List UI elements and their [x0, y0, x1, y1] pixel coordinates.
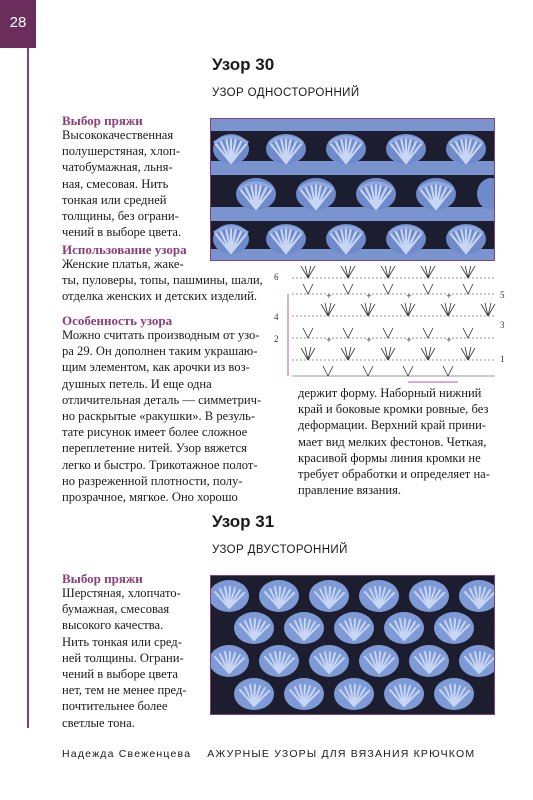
- crochet-swatch-image: [211, 576, 494, 714]
- text-line: Женские платья, жаке-: [62, 257, 184, 271]
- text-line: ней толщины. Ограни-: [62, 650, 184, 665]
- text-line: чатобумажная, льня-: [62, 160, 173, 175]
- row-number-5: 5: [500, 290, 505, 300]
- svg-text:+: +: [326, 336, 332, 344]
- row-number-1: 1: [500, 354, 505, 364]
- text-line: но разреженной плотности, полу-: [62, 473, 243, 488]
- p30-yarn-text: [62, 127, 181, 240]
- pattern-30-title: Узор 30: [212, 55, 275, 74]
- p30-feature-text: [62, 327, 261, 505]
- pattern-30-subtitle: УЗОР ОДНОСТОРОННИЙ: [212, 87, 360, 99]
- row-number-4: 4: [274, 312, 279, 322]
- text-line: высокого качества.: [62, 618, 164, 633]
- crochet-swatch-image: [211, 119, 494, 260]
- text-line: прозрачное, мягкое. Оно хорошо: [62, 490, 238, 505]
- p30-feature-heading: Особенность узора: [62, 313, 173, 328]
- row-number-3: 3: [500, 320, 505, 330]
- text-line: ная, смесовая. Нить: [62, 176, 169, 191]
- footer-author: Надежда Свеженцева: [62, 748, 192, 760]
- page-footer: [62, 748, 475, 760]
- text-line: тате рисунок имеет более сложное: [62, 425, 248, 440]
- text-line: переплетение нитей. Узор вяжется: [62, 441, 247, 456]
- crochet-chart-svg: [270, 266, 510, 386]
- text-line: душных петель. И еще одна: [62, 376, 212, 391]
- text-line: край и боковые кромки ровные, без: [298, 402, 489, 417]
- row-number-2: 2: [274, 334, 279, 344]
- p30-right-text: [298, 385, 490, 498]
- svg-text:+: +: [406, 336, 412, 344]
- text-line: полушерстяная, хлоп-: [62, 144, 180, 159]
- row-number-6: 6: [274, 272, 279, 282]
- text-line: Нить тонкая или сред-: [62, 634, 182, 649]
- pattern-31-title: Узор 31: [212, 512, 275, 531]
- text-line: светлые тона.: [62, 715, 135, 730]
- text-line: требует обработки и определяет на-: [298, 467, 490, 482]
- text-line: бумажная, смесовая: [62, 602, 170, 617]
- svg-text:+: +: [366, 292, 372, 300]
- p30-usage-heading: Использование узора: [62, 242, 187, 257]
- page-number: 28: [9, 14, 27, 31]
- text-line: но раскрытые «ракушки». В резуль-: [62, 409, 256, 424]
- text-line: легко и быстро. Трикотажное полот-: [62, 457, 258, 472]
- footer-book-title: АЖУРНЫЕ УЗОРЫ ДЛЯ ВЯЗАНИЯ КРЮЧКОМ: [207, 748, 476, 760]
- text-line: отличительная деталь — симметрич-: [62, 392, 262, 407]
- p30-yarn-heading: Выбор пряжи: [62, 113, 143, 128]
- p31-yarn-text: [62, 585, 187, 731]
- text-line: деформации. Верхний край прини-: [298, 418, 486, 433]
- text-line: красивой формы линия кромки не: [298, 450, 481, 465]
- p31-yarn-heading: Выбор пряжи: [62, 571, 143, 586]
- svg-text:+: +: [446, 292, 452, 300]
- p30-usage-text: [62, 256, 263, 305]
- text-line: правление вязания.: [298, 483, 402, 498]
- text-line: тонкая или средней: [62, 192, 167, 207]
- text-line: отделка женских и детских изделий.: [62, 289, 258, 304]
- text-line: толщины, без ограни-: [62, 209, 179, 224]
- svg-text:+: +: [406, 292, 412, 300]
- text-line: ра 29. Он дополнен таким украшаю-: [62, 344, 258, 359]
- crochet-chart-diagram: [270, 266, 510, 386]
- text-line: Можно считать производным от узо-: [62, 328, 260, 342]
- svg-text:+: +: [326, 292, 332, 300]
- text-line: ты, пуловеры, топы, пашмины, шали,: [62, 273, 263, 288]
- text-line: чений в выборе цвета.: [62, 225, 182, 240]
- text-line: чений в выборе цвета: [62, 667, 178, 682]
- pattern-31-photo: [210, 575, 495, 715]
- text-line: почтительнее более: [62, 699, 168, 714]
- pattern-31-subtitle: УЗОР ДВУСТОРОННИЙ: [212, 544, 348, 556]
- text-line: мает вид мелких фестонов. Четкая,: [298, 434, 487, 449]
- text-line: держит форму. Наборный нижний: [298, 386, 482, 400]
- text-line: нет, тем не менее пред-: [62, 683, 187, 698]
- pattern-30-photo: [210, 118, 495, 261]
- left-margin-rule: [27, 48, 29, 728]
- svg-text:+: +: [446, 336, 452, 344]
- text-line: Высококачественная: [62, 128, 174, 142]
- text-line: Шерстяная, хлопчато-: [62, 586, 181, 600]
- page-number-badge: [0, 0, 36, 48]
- text-line: щим элементом, как арочки из воз-: [62, 360, 250, 375]
- svg-text:+: +: [366, 336, 372, 344]
